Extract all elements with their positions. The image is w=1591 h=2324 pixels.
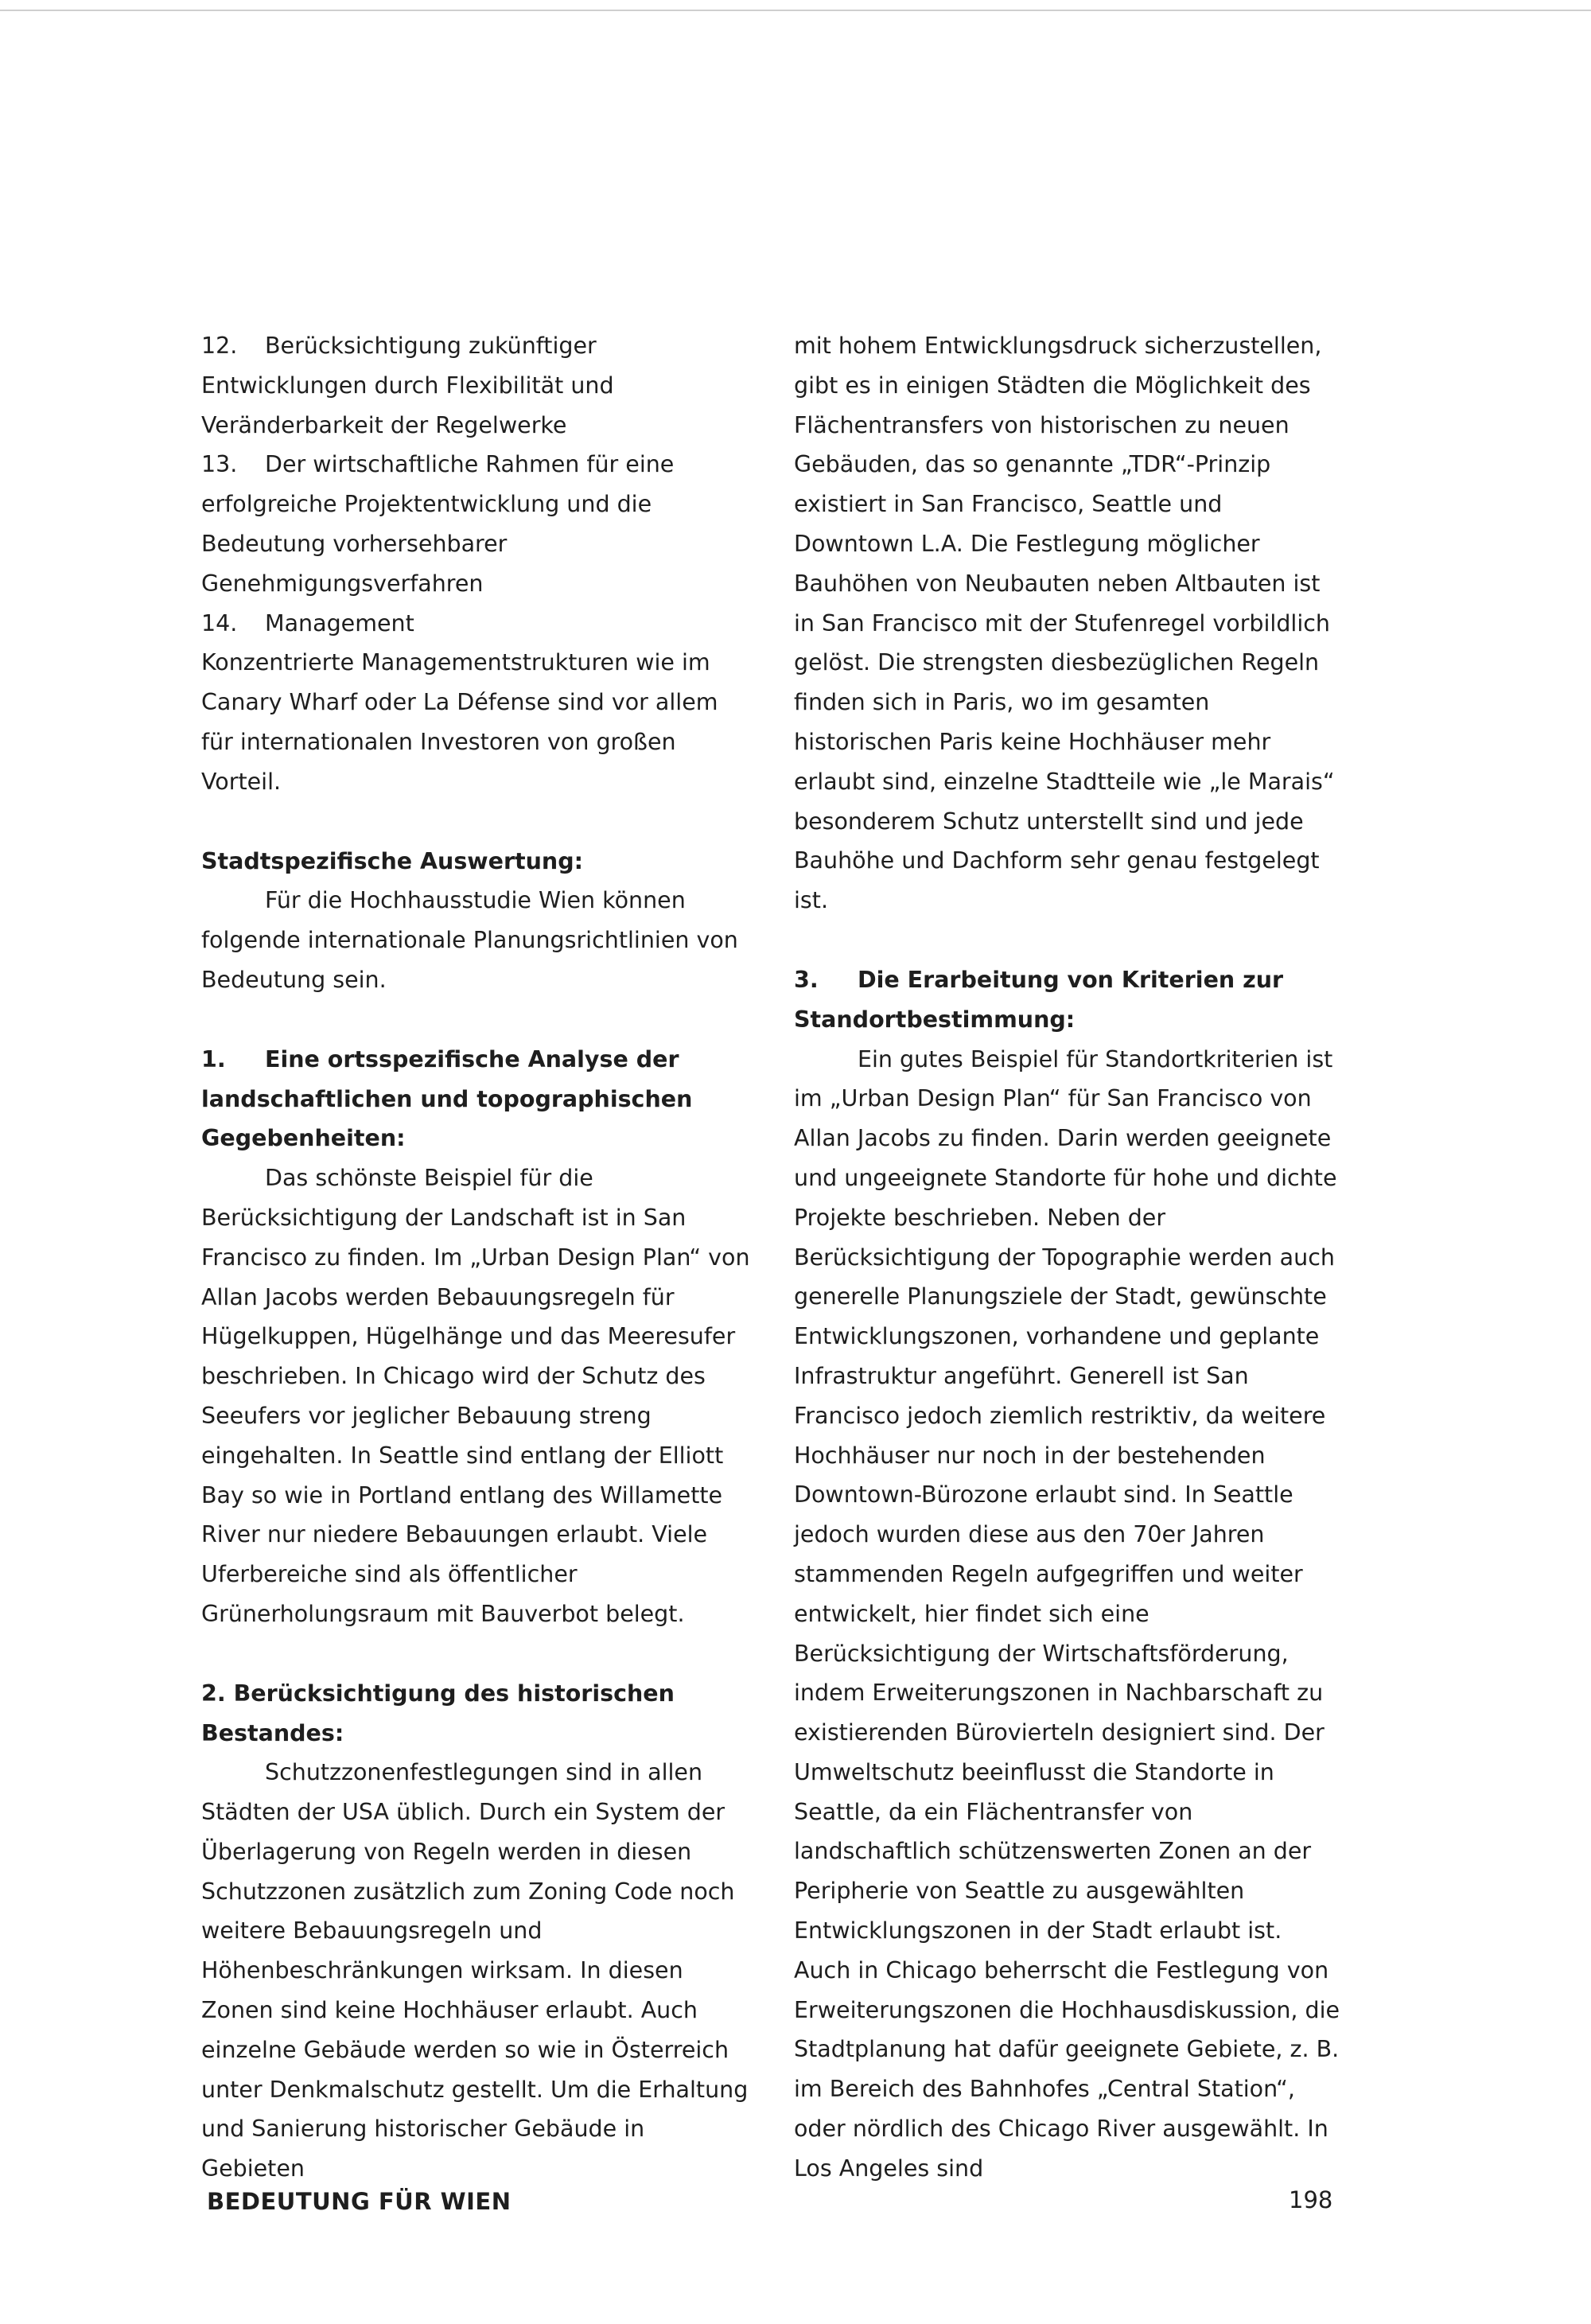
left-column (201, 326, 750, 2189)
list-text: Management (265, 609, 414, 636)
list-text: Der wirtschaftliche Rahmen für eine erfolgreiche Projektentwicklung und die Bedeutung vorhersehbarer Genehmigungsverfahren (201, 451, 675, 597)
right-column (794, 326, 1343, 2189)
top-rule (0, 10, 1591, 11)
section-3-heading (794, 960, 1343, 1040)
section-2-paragraph: Schutzzonenfestlegungen sind in allen Städten der USA üblich. Durch ein System der Überlagerung von Regeln werden in diesen Schutzzonen zusätzlich zum Zoning Code noch weitere Bebauungsregeln und Höhenbeschränkungen wirksam. In diesen Zonen sind keine Hochhäuser erlaubt. Auch einzelne Gebäude werden so wie in Österreich unter Denkmalschutz gestellt. Um die Erhaltung und Sanierung historischer Gebäude in Gebieten (201, 1759, 749, 2182)
section-1-paragraph: Das schönste Beispiel für die Berücksichtigung der Landschaft ist in San Francisco zu finden. Im „Urban Design Plan“ von Allan Jacobs werden Bebauungsregeln für Hügelkuppen, Hügelhänge und das Meeresufer beschrieben. In Chicago wird der Schutz des Seeufers vor jeglicher Bebauung streng eingehalten. In Seattle sind entlang der Elliott Bay so wie in Portland entlang des Willamette River nur niedere Bebauungen erlaubt. Viele Uferbereiche sind als öffentlicher Grünerholungsraum mit Bauverbot belegt. (201, 1165, 750, 1627)
footer-title: BEDEUTUNG FÜR WIEN (207, 2188, 512, 2215)
city-eval-paragraph: Für die Hochhausstudie Wien können folgende internationale Planungsrichtlinien von Bedeutung sein. (201, 887, 738, 993)
section-number: 1. (201, 1045, 226, 1072)
section-number: 3. (794, 966, 819, 993)
list-number: 13. (201, 451, 238, 478)
section-title: Eine ortsspezifische Analyse der landschaftlichen und topographischen Gegebenheiten: (201, 1045, 693, 1152)
section-2-heading: 2. Berücksichtigung des historischen Bestandes: (201, 1680, 675, 1746)
page-number: 198 (1289, 2186, 1333, 2213)
list-number: 12. (201, 333, 238, 359)
list-item-12 (201, 326, 750, 445)
management-paragraph: Konzentrierte Managementstrukturen wie im Canary Wharf oder La Défense sind vor allem für internationalen Investoren von großen Vorteil. (201, 649, 718, 795)
section-title: Die Erarbeitung von Kriterien zur Standortbestimmung: (794, 966, 1284, 1033)
section-3-paragraph: Ein gutes Beispiel für Standortkriterien ist im „Urban Design Plan“ für San Francisco von Allan Jacobs zu finden. Darin werden geeignete und ungeeignete Standorte für hohe und dichte Projekte beschrieben. Neben der Berücksichtigung der Topographie werden auch generelle Planungsziele der Stadt, gewünschte Entwicklungszonen, vorhandene und geplante Infrastruktur angeführt. Generell ist San Francisco jedoch ziemlich restriktiv, da weitere Hochhäuser nur noch in der bestehenden Downtown-Bürozone erlaubt sind. In Seattle jedoch wurden diese aus den 70er Jahren stammenden Regeln aufgegriffen und weiter entwickelt, hier findet sich eine Berücksichtigung der Wirtschaftsförderung, indem Erweiterungszonen in Nachbarschaft zu existierenden Bürovierteln designiert sind. Der Umweltschutz beeinflusst die Standorte in Seattle, da ein Flächentransfer von landschaftlich schützenswerten Zonen an der Peripherie von Seattle zu ausgewählten Entwicklungszonen in der Stadt erlaubt ist. Auch in Chicago beherrscht die Festlegung von Erweiterungszonen die Hochhausdiskussion, die Stadtplanung hat dafür geeignete Gebiete, z. B. im Bereich des Bahnhofes „Central Station“, oder nördlich des Chicago River ausgewählt. In Los Angeles sind (794, 1045, 1340, 2182)
continuation-paragraph: mit hohem Entwicklungsdruck sicherzustellen, gibt es in einigen Städten die Möglichkeit des Flächentransfers von historischen zu neuen Gebäuden, das so genannte „TDR“-Prinzip existiert in San Francisco, Seattle und Downtown L.A. Die Festlegung möglicher Bauhöhen von Neubauten neben Altbauten ist in San Francisco mit der Stufenregel vorbildlich gelöst. Die strengsten diesbezüglichen Regeln finden sich in Paris, wo im gesamten historischen Paris keine Hochhäuser mehr erlaubt sind, einzelne Stadtteile wie „le Marais“ besonderem Schutz unterstellt sind und jede Bauhöhe und Dachform sehr genau festgelegt ist. (794, 333, 1335, 914)
section-1-heading (201, 1040, 750, 1158)
list-item-14 (201, 604, 750, 644)
list-text: Berücksichtigung zukünftiger Entwicklungen durch Flexibilität und Veränderbarkeit der Regelwerke (201, 333, 614, 438)
list-number: 14. (201, 609, 238, 636)
city-eval-heading: Stadtspezifische Auswertung: (201, 847, 584, 874)
list-item-13 (201, 445, 750, 603)
